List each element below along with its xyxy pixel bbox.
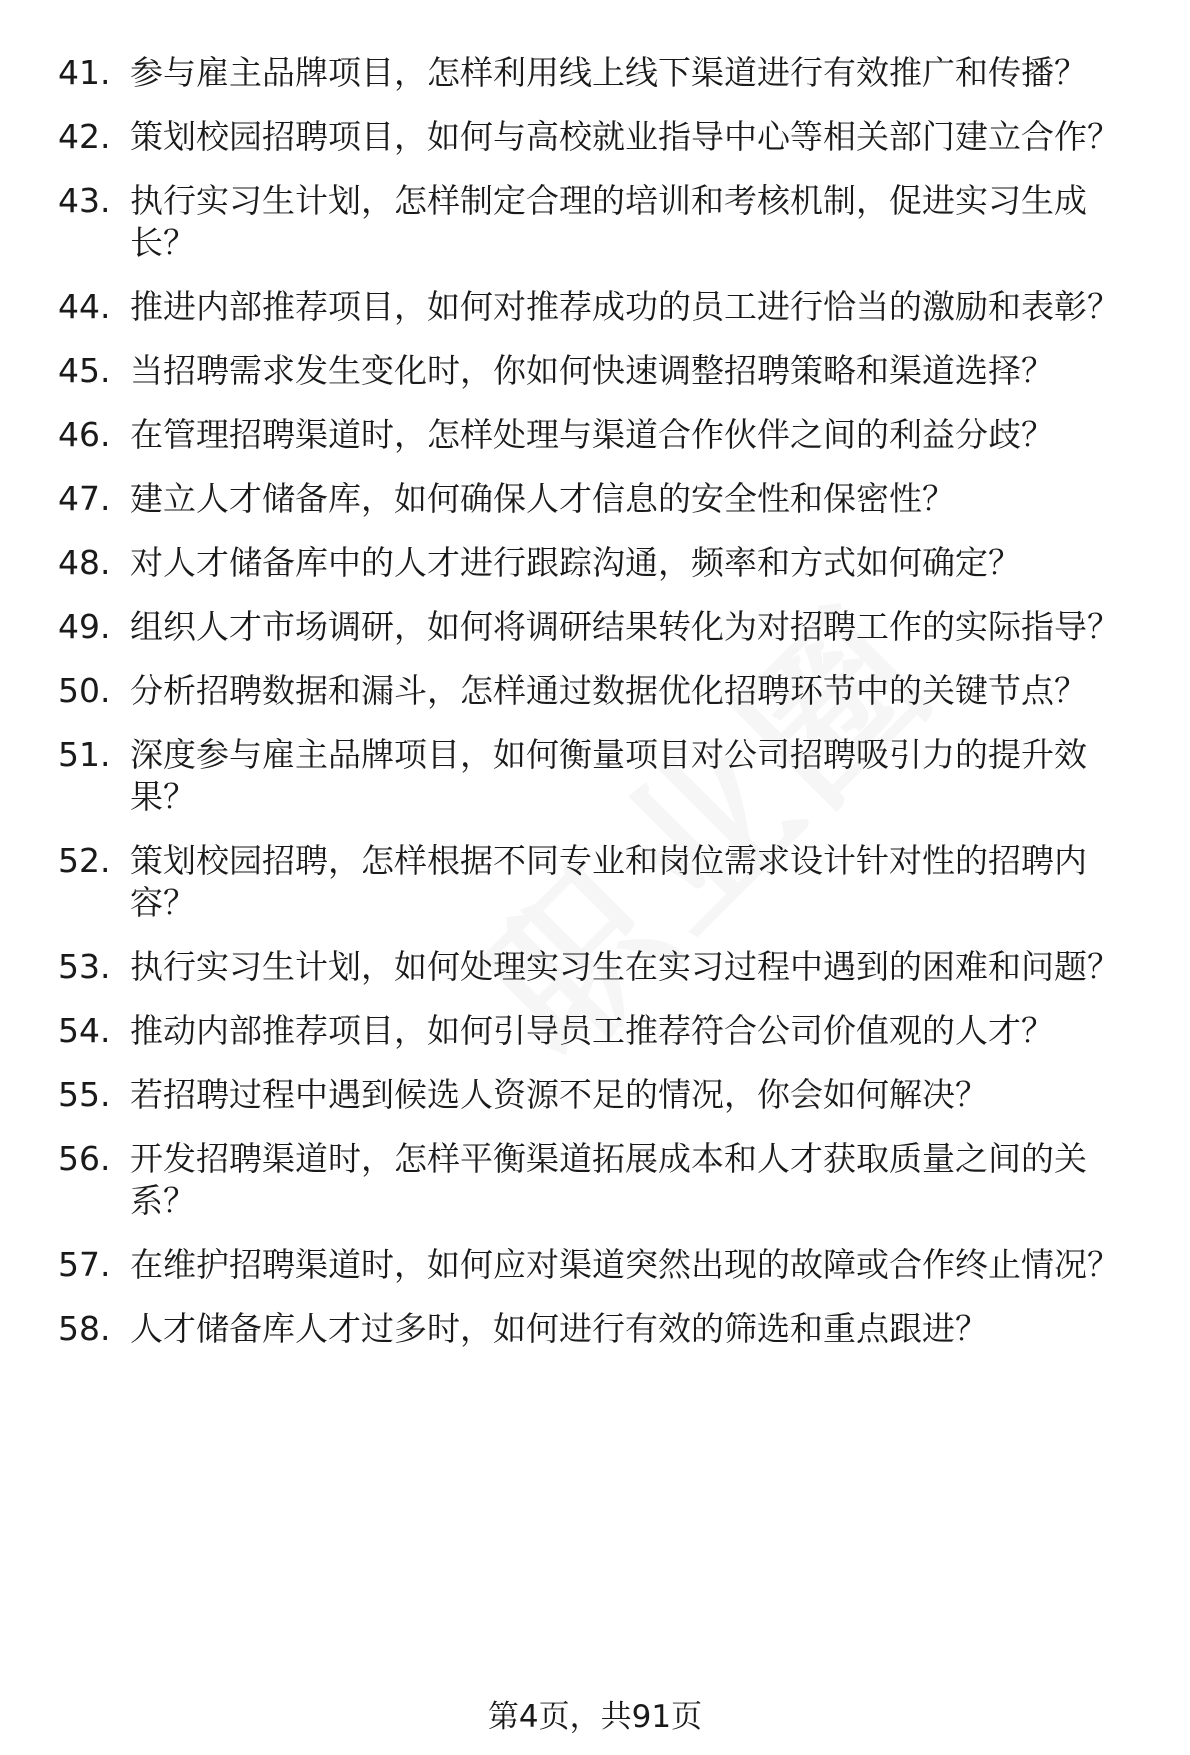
question-text: 分析招聘数据和漏斗，怎样通过数据优化招聘环节中的关键节点？ (130, 671, 1087, 710)
question-text: 深度参与雇主品牌项目，如何衡量项目对公司招聘吸引力的提升效果？ (130, 735, 1087, 816)
question-number: 47. (58, 479, 111, 518)
question-item (58, 1010, 1148, 1052)
question-number: 46. (58, 415, 111, 454)
question-text: 对人才储备库中的人才进行跟踪沟通，频率和方式如何确定？ (130, 543, 1021, 582)
question-text: 建立人才储备库，如何确保人才信息的安全性和保密性？ (130, 479, 955, 518)
question-item (58, 606, 1148, 648)
question-text: 策划校园招聘项目，如何与高校就业指导中心等相关部门建立合作？ (130, 117, 1120, 156)
question-text: 推进内部推荐项目，如何对推荐成功的员工进行恰当的激励和表彰？ (130, 287, 1120, 326)
question-item (58, 840, 1148, 924)
page-footer (0, 1697, 1190, 1737)
question-number: 55. (58, 1075, 111, 1114)
question-number: 48. (58, 543, 111, 582)
question-number: 53. (58, 947, 111, 986)
question-item (58, 414, 1148, 456)
question-item (58, 1308, 1148, 1350)
question-text: 执行实习生计划，如何处理实习生在实习过程中遇到的困难和问题？ (130, 947, 1120, 986)
question-text: 推动内部推荐项目，如何引导员工推荐符合公司价值观的人才？ (130, 1011, 1054, 1050)
question-item (58, 1138, 1148, 1222)
question-number: 56. (58, 1139, 111, 1178)
question-text: 参与雇主品牌项目，怎样利用线上线下渠道进行有效推广和传播？ (130, 53, 1087, 92)
question-number: 43. (58, 181, 111, 220)
question-number: 45. (58, 351, 111, 390)
question-item (58, 116, 1148, 158)
question-text: 组织人才市场调研，如何将调研结果转化为对招聘工作的实际指导？ (130, 607, 1120, 646)
question-text: 人才储备库人才过多时，如何进行有效的筛选和重点跟进？ (130, 1309, 988, 1348)
question-number: 50. (58, 671, 111, 710)
question-item (58, 350, 1148, 392)
question-text: 在管理招聘渠道时，怎样处理与渠道合作伙伴之间的利益分歧？ (130, 415, 1054, 454)
question-item (58, 734, 1148, 818)
question-list (58, 52, 1148, 1372)
question-item (58, 286, 1148, 328)
question-item (58, 1244, 1148, 1286)
page-number-label: 第4页，共91页 (487, 1699, 703, 1735)
question-number: 58. (58, 1309, 111, 1348)
question-number: 52. (58, 841, 111, 880)
question-number: 44. (58, 287, 111, 326)
question-number: 51. (58, 735, 111, 774)
question-item (58, 542, 1148, 584)
question-number: 57. (58, 1245, 111, 1284)
question-item (58, 1074, 1148, 1116)
question-item (58, 52, 1148, 94)
question-text: 若招聘过程中遇到候选人资源不足的情况，你会如何解决？ (130, 1075, 988, 1114)
question-text: 开发招聘渠道时，怎样平衡渠道拓展成本和人才获取质量之间的关系？ (130, 1139, 1087, 1220)
question-item (58, 180, 1148, 264)
question-text: 在维护招聘渠道时，如何应对渠道突然出现的故障或合作终止情况？ (130, 1245, 1120, 1284)
question-item (58, 946, 1148, 988)
question-text: 当招聘需求发生变化时，你如何快速调整招聘策略和渠道选择？ (130, 351, 1054, 390)
question-item (58, 478, 1148, 520)
question-number: 54. (58, 1011, 111, 1050)
question-number: 49. (58, 607, 111, 646)
question-text: 策划校园招聘，怎样根据不同专业和岗位需求设计针对性的招聘内容？ (130, 841, 1087, 922)
question-number: 42. (58, 117, 111, 156)
question-number: 41. (58, 53, 111, 92)
question-text: 执行实习生计划，怎样制定合理的培训和考核机制，促进实习生成长？ (130, 181, 1087, 262)
question-item (58, 670, 1148, 712)
